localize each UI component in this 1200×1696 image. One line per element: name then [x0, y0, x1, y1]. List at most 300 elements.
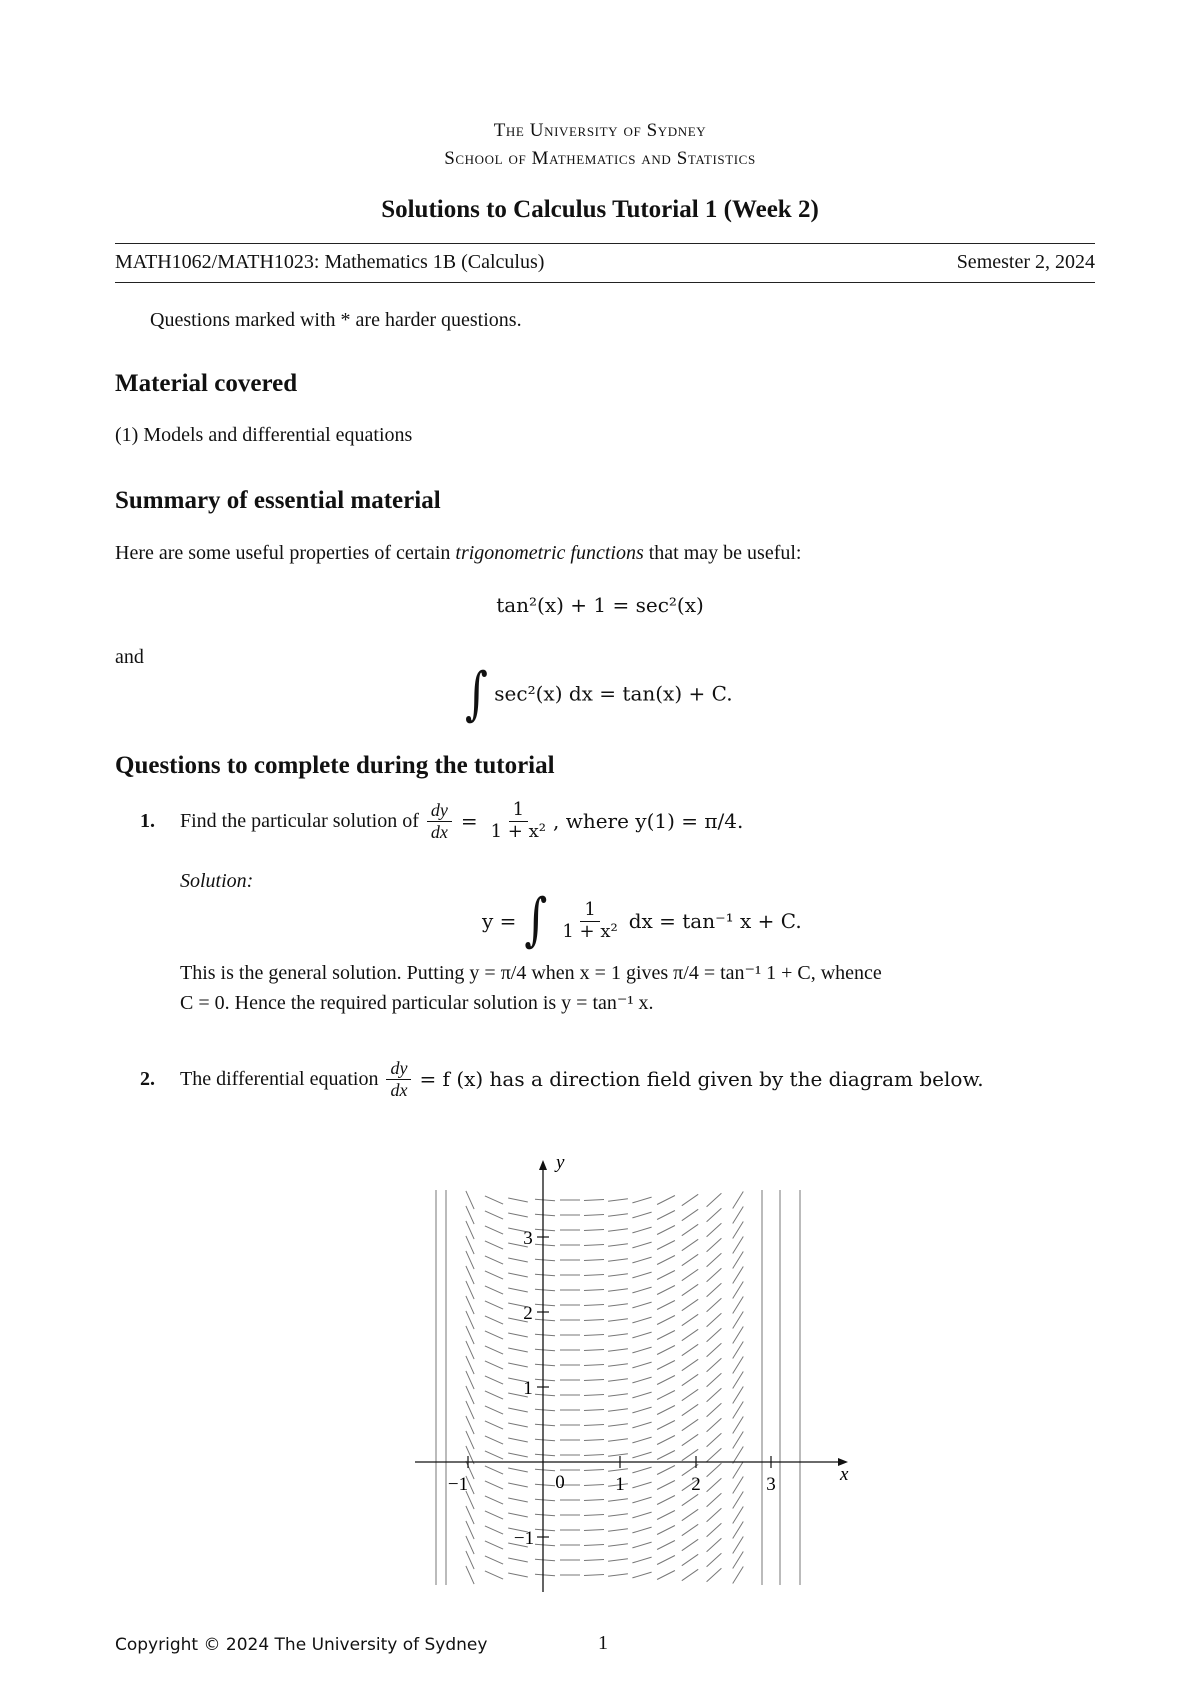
slope-segment: [466, 1281, 474, 1299]
integral-text: sec²(x) dx = tan(x) + C.: [494, 681, 733, 706]
slope-segment: [682, 1344, 698, 1355]
slope-segment: [535, 1319, 555, 1321]
slope-segment: [608, 1424, 628, 1426]
slope-segment: [657, 1301, 675, 1310]
slope-segment: [632, 1497, 651, 1503]
slope-segment: [733, 1327, 744, 1344]
semester: Semester 2, 2024: [956, 251, 1095, 273]
slope-segment: [466, 1191, 474, 1209]
slope-segment: [657, 1571, 675, 1580]
slope-segment: [657, 1511, 675, 1520]
slope-segment: [682, 1254, 698, 1265]
slope-segment: [632, 1212, 651, 1218]
slope-segment: [584, 1410, 604, 1411]
slope-segment: [584, 1560, 604, 1561]
slope-segment: [584, 1365, 604, 1366]
slope-segment: [733, 1552, 744, 1569]
slope-segment: [733, 1372, 744, 1389]
slope-segment: [657, 1211, 675, 1220]
copyright: Copyright © 2024 The University of Sydney: [115, 1635, 488, 1655]
slope-segment: [733, 1222, 744, 1239]
slope-segment: [466, 1326, 474, 1344]
slope-segment: [657, 1436, 675, 1445]
slope-segment: [632, 1437, 651, 1443]
slope-segment: [508, 1558, 528, 1562]
summary-intro-emph: trigonometric functions: [455, 542, 644, 564]
slope-segment: [733, 1207, 744, 1224]
slope-segment: [466, 1311, 474, 1329]
slope-segment: [535, 1334, 555, 1336]
slope-segment: [608, 1289, 628, 1291]
slope-segment: [707, 1463, 722, 1476]
y-axis-arrow-icon: [539, 1160, 547, 1170]
slope-segment: [535, 1394, 555, 1396]
slope-segment: [535, 1259, 555, 1261]
slope-segment: [535, 1289, 555, 1291]
axes: [415, 1160, 848, 1592]
slope-segment: [733, 1357, 744, 1374]
slope-segment: [485, 1211, 503, 1219]
slope-segment: [485, 1256, 503, 1264]
slope-segment: [682, 1314, 698, 1325]
slope-segment: [707, 1343, 722, 1356]
slope-segment: [657, 1466, 675, 1475]
question-number: 2.: [140, 1068, 155, 1091]
x-tick-label: 1: [615, 1474, 625, 1495]
slope-segment: [657, 1226, 675, 1235]
slope-segment: [584, 1455, 604, 1456]
slope-segment: [508, 1438, 528, 1442]
slope-segment: [733, 1267, 744, 1284]
slope-segment: [707, 1568, 722, 1581]
slope-segment: [608, 1199, 628, 1201]
slope-segment: [485, 1466, 503, 1474]
slope-segment: [682, 1419, 698, 1430]
slope-segment: [508, 1273, 528, 1277]
slope-segment: [707, 1403, 722, 1416]
slope-segment: [733, 1492, 744, 1509]
slope-segment: [657, 1406, 675, 1415]
slope-segment: [707, 1433, 722, 1446]
identity-equation: tan²(x) + 1 = sec²(x): [496, 593, 704, 617]
slope-segment: [608, 1319, 628, 1321]
slope-segment: [584, 1485, 604, 1486]
slope-segment: [535, 1424, 555, 1426]
slope-segment: [535, 1439, 555, 1441]
slope-segment: [608, 1454, 628, 1456]
slope-segment: [508, 1198, 528, 1202]
slope-segment: [466, 1551, 474, 1569]
question-condition: , where y(1) = π/4.: [552, 809, 744, 834]
slope-segment: [733, 1312, 744, 1329]
slope-segment: [584, 1440, 604, 1441]
slope-segment: [707, 1268, 722, 1281]
slope-segment: [584, 1575, 604, 1576]
slope-segment: [733, 1507, 744, 1524]
solution-lhs: y =: [482, 909, 517, 933]
slope-segment: [682, 1209, 698, 1220]
slope-segment: [584, 1470, 604, 1471]
slope-segment: [733, 1297, 744, 1314]
slope-segment: [682, 1554, 698, 1565]
slope-segment: [632, 1542, 651, 1548]
slope-segment: [485, 1316, 503, 1324]
slope-segment: [584, 1275, 604, 1276]
slope-segment: [733, 1462, 744, 1479]
slope-segment: [682, 1269, 698, 1280]
equals-sign: =: [460, 809, 478, 834]
slope-segment: [584, 1350, 604, 1351]
slope-segment: [682, 1404, 698, 1415]
x-tick-label: −1: [447, 1474, 469, 1495]
slope-segment: [707, 1328, 722, 1341]
slope-segment: [733, 1417, 744, 1434]
slope-segment: [466, 1251, 474, 1269]
and-word: and: [115, 646, 144, 668]
slope-segment: [707, 1553, 722, 1566]
slope-segment: [508, 1573, 528, 1577]
slope-segment: [584, 1335, 604, 1336]
question-text-tail: = f (x) has a direction field given by the diagram below.: [419, 1067, 984, 1092]
slope-segment: [657, 1451, 675, 1460]
slope-segment: [733, 1282, 744, 1299]
slope-segment: [682, 1329, 698, 1340]
integral-icon: ∫: [465, 661, 488, 728]
slope-segment: [733, 1402, 744, 1419]
slope-segment: [608, 1274, 628, 1276]
slope-segment: [485, 1301, 503, 1309]
summary-heading: Summary of essential material: [115, 487, 441, 514]
slope-segment: [657, 1361, 675, 1370]
slope-segment: [632, 1512, 651, 1518]
slope-segment: [632, 1272, 651, 1278]
slope-segment: [657, 1286, 675, 1295]
slope-segment: [682, 1434, 698, 1445]
solution-text-line-2: C = 0. Hence the required particular solution is y = tan⁻¹ x.: [180, 992, 654, 1014]
slope-segment: [485, 1226, 503, 1234]
slope-segment: [707, 1388, 722, 1401]
frac-numerator: dy: [386, 1058, 411, 1080]
x-tick-label: 2: [691, 1474, 701, 1495]
slope-segment: [485, 1436, 503, 1444]
slope-segment: [584, 1215, 604, 1216]
university-name: The University of Sydney: [493, 120, 707, 141]
slope-segment: [707, 1493, 722, 1506]
frac-denominator: dx: [390, 1079, 408, 1100]
slope-segment: [682, 1494, 698, 1505]
slope-segment: [657, 1391, 675, 1400]
solution-text-line-1: This is the general solution. Putting y = π/4 when x = 1 gives π/4 = tan⁻¹ 1 + C, whence: [180, 962, 882, 984]
slope-segment: [485, 1526, 503, 1534]
slope-segment: [584, 1320, 604, 1321]
slope-segment: [707, 1373, 722, 1386]
slope-segment: [485, 1421, 503, 1429]
slope-segment: [707, 1193, 722, 1206]
slope-segment: [485, 1541, 503, 1549]
slope-segment: [485, 1241, 503, 1249]
slope-segment: [584, 1425, 604, 1426]
slope-segment: [535, 1544, 555, 1546]
slope-segment: [657, 1526, 675, 1535]
slope-segment: [535, 1274, 555, 1276]
slope-segment: [608, 1364, 628, 1366]
slope-segment: [632, 1572, 651, 1578]
slope-segment: [707, 1208, 722, 1221]
slope-segment: [682, 1389, 698, 1400]
slope-segment: [608, 1574, 628, 1576]
slope-segment: [733, 1537, 744, 1554]
slope-segment: [508, 1333, 528, 1337]
slope-segment: [466, 1536, 474, 1554]
x-axis-label: x: [840, 1464, 849, 1485]
slope-segment: [657, 1421, 675, 1430]
slope-segment: [608, 1349, 628, 1351]
slope-segment: [632, 1377, 651, 1383]
slope-segment: [535, 1229, 555, 1231]
slope-segment: [466, 1221, 474, 1239]
slope-segment: [733, 1252, 744, 1269]
slope-segment: [707, 1508, 722, 1521]
slope-segment: [584, 1245, 604, 1246]
slope-segment: [657, 1316, 675, 1325]
slope-segment: [682, 1299, 698, 1310]
slope-segment: [608, 1514, 628, 1516]
slope-segment: [632, 1317, 651, 1323]
slope-segment: [508, 1363, 528, 1367]
slope-segment: [466, 1236, 474, 1254]
slope-segment: [485, 1361, 503, 1369]
slope-segment: [707, 1238, 722, 1251]
slope-segment: [608, 1379, 628, 1381]
slope-segment: [485, 1511, 503, 1519]
slope-segment: [707, 1523, 722, 1536]
slope-segment: [508, 1258, 528, 1262]
page-number: 1: [598, 1632, 608, 1654]
slope-segment: [632, 1452, 651, 1458]
slope-segment: [682, 1284, 698, 1295]
frac-denominator: 1 + x²: [490, 820, 546, 842]
slope-segment: [657, 1256, 675, 1265]
slope-segment: [608, 1559, 628, 1561]
slope-segment: [485, 1271, 503, 1279]
slope-segment: [485, 1331, 503, 1339]
slope-segment: [632, 1362, 651, 1368]
questions-heading: Questions to complete during the tutorial: [115, 752, 555, 779]
slope-segment: [485, 1556, 503, 1564]
y-tick-label: 2: [523, 1303, 533, 1324]
slope-segment: [632, 1557, 651, 1563]
slope-segment: [485, 1451, 503, 1459]
slope-segment: [508, 1483, 528, 1487]
slope-segment: [632, 1467, 651, 1473]
slope-segment: [466, 1521, 474, 1539]
slope-segment: [535, 1409, 555, 1411]
slope-segment: [485, 1286, 503, 1294]
slope-segment: [466, 1266, 474, 1284]
slope-segment: [466, 1416, 474, 1434]
slope-segment: [508, 1348, 528, 1352]
slope-segment: [584, 1290, 604, 1291]
solution-label: Solution:: [180, 870, 254, 892]
slope-segment: [733, 1447, 744, 1464]
slope-segment: [632, 1422, 651, 1428]
slope-segment: [535, 1214, 555, 1216]
slope-segment: [584, 1305, 604, 1306]
frac-numerator: 1: [509, 800, 528, 822]
slope-segment: [632, 1482, 651, 1488]
slope-segment: [608, 1244, 628, 1246]
slope-segment: [608, 1214, 628, 1216]
slope-segment: [535, 1364, 555, 1366]
slope-segment: [632, 1287, 651, 1293]
y-tick-label: 3: [523, 1228, 533, 1249]
slope-segment: [535, 1349, 555, 1351]
slope-segment: [682, 1224, 698, 1235]
summary-intro-tail: that may be useful:: [643, 542, 802, 564]
slope-segment: [632, 1332, 651, 1338]
slope-segment: [657, 1541, 675, 1550]
x-tick-label: 0: [555, 1472, 565, 1493]
slope-segment: [584, 1545, 604, 1546]
slope-segment: [682, 1374, 698, 1385]
slope-segment: [466, 1386, 474, 1404]
slope-segment: [535, 1379, 555, 1381]
slope-segment: [508, 1213, 528, 1217]
slope-segment: [707, 1418, 722, 1431]
harder-questions-note: Questions marked with * are harder questions.: [150, 309, 522, 331]
slope-segment: [682, 1239, 698, 1250]
slope-segment: [657, 1241, 675, 1250]
slope-segment: [657, 1331, 675, 1340]
slope-segment: [682, 1539, 698, 1550]
slope-segment: [682, 1509, 698, 1520]
slope-segment: [584, 1380, 604, 1381]
slope-segment: [657, 1556, 675, 1565]
slope-segment: [466, 1356, 474, 1374]
slope-segment: [535, 1514, 555, 1516]
slope-segment: [632, 1392, 651, 1398]
slope-segment: [608, 1439, 628, 1441]
slope-segment: [632, 1197, 651, 1203]
slope-segment: [733, 1477, 744, 1494]
slope-segment: [657, 1481, 675, 1490]
material-heading: Material covered: [115, 370, 298, 397]
slope-segment: [632, 1407, 651, 1413]
slope-segment: [466, 1371, 474, 1389]
slope-segment: [733, 1192, 744, 1209]
slope-segment: [508, 1498, 528, 1502]
slope-segment: [707, 1538, 722, 1551]
slope-segment: [682, 1569, 698, 1580]
slope-segment: [485, 1406, 503, 1414]
slope-segment: [707, 1223, 722, 1236]
document-title: Solutions to Calculus Tutorial 1 (Week 2): [381, 196, 819, 223]
slope-segment: [657, 1376, 675, 1385]
slope-segment: [466, 1431, 474, 1449]
slope-segment: [632, 1527, 651, 1533]
x-tick-label: 3: [766, 1474, 776, 1495]
slope-segment: [707, 1313, 722, 1326]
slope-segment: [608, 1499, 628, 1501]
slope-segment: [508, 1408, 528, 1412]
slope-segment: [707, 1283, 722, 1296]
slope-segment: [485, 1391, 503, 1399]
slope-segment: [707, 1478, 722, 1491]
slope-segment: [608, 1304, 628, 1306]
slope-segment: [608, 1394, 628, 1396]
slope-segment: [508, 1513, 528, 1517]
y-tick-label: 1: [523, 1378, 533, 1399]
slope-segment: [632, 1257, 651, 1263]
slope-segment: [466, 1341, 474, 1359]
slope-segment: [733, 1237, 744, 1254]
slope-segment: [508, 1288, 528, 1292]
slope-segment: [466, 1206, 474, 1224]
slope-segment: [535, 1244, 555, 1246]
slope-segment: [466, 1401, 474, 1419]
y-axis-label: y: [556, 1152, 565, 1173]
frac-numerator: 1: [580, 900, 599, 922]
slope-segment: [682, 1194, 698, 1205]
slope-segment: [707, 1448, 722, 1461]
slope-segment: [632, 1347, 651, 1353]
slope-segment: [535, 1304, 555, 1306]
slope-segment: [733, 1342, 744, 1359]
frac-denominator: dx: [430, 821, 448, 842]
slope-segment: [608, 1529, 628, 1531]
course-code: MATH1062/MATH1023: Mathematics 1B (Calculus): [115, 251, 545, 273]
slope-segment: [584, 1260, 604, 1261]
slope-segment: [707, 1358, 722, 1371]
slope-segment: [584, 1530, 604, 1531]
question-text: The differential equation: [180, 1068, 379, 1091]
slope-segment: [608, 1469, 628, 1471]
slope-segment: [608, 1229, 628, 1231]
summary-intro-text: Here are some useful properties of certain: [115, 542, 456, 564]
slope-segment: [466, 1566, 474, 1584]
slope-segment: [657, 1271, 675, 1280]
slope-segment: [485, 1481, 503, 1489]
slope-segment: [508, 1468, 528, 1472]
slope-segment: [608, 1544, 628, 1546]
slope-segment: [657, 1346, 675, 1355]
slope-segment: [535, 1529, 555, 1531]
slope-segment: [632, 1242, 651, 1248]
slope-segment: [535, 1559, 555, 1561]
slope-segment: [733, 1387, 744, 1404]
slope-segment: [535, 1499, 555, 1501]
slope-segment: [584, 1230, 604, 1231]
slope-segment: [608, 1334, 628, 1336]
slope-segment: [733, 1567, 744, 1584]
direction-field-segments: [436, 1190, 800, 1585]
slope-segment: [535, 1199, 555, 1201]
slope-segment: [485, 1196, 503, 1204]
slope-segment: [535, 1484, 555, 1486]
slope-segment: [485, 1346, 503, 1354]
solution-rhs: dx = tan⁻¹ x + C.: [628, 909, 802, 933]
slope-segment: [682, 1359, 698, 1370]
slope-segment: [733, 1522, 744, 1539]
slope-segment: [707, 1298, 722, 1311]
slope-segment: [733, 1432, 744, 1449]
slope-segment: [608, 1259, 628, 1261]
material-item: (1) Models and differential equations: [115, 424, 413, 446]
slope-segment: [584, 1515, 604, 1516]
y-tick-label: −1: [513, 1528, 535, 1549]
slope-segment: [485, 1376, 503, 1384]
slope-segment: [535, 1574, 555, 1576]
